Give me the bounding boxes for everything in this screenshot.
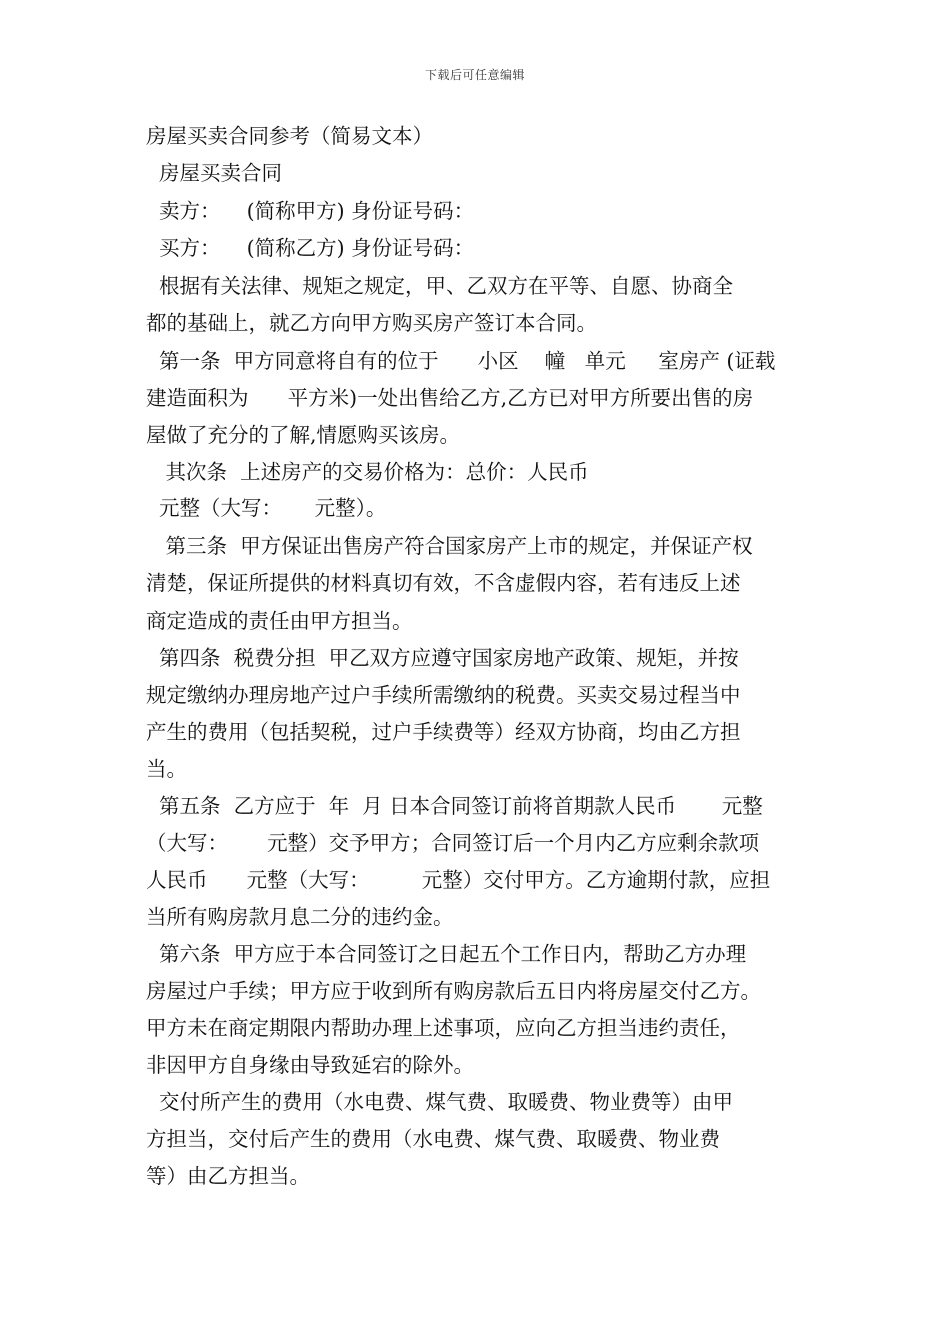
text-line: 元整（大写： 元整）。: [146, 496, 387, 520]
text-line: 建造面积为 平方米)一处出售给乙方,乙方已对甲方所要出售的房: [146, 386, 754, 410]
text-line: 方担当，交付后产生的费用（水电费、煤气费、取暖费、物业费: [146, 1127, 720, 1151]
text-line: 第六条 甲方应于本合同签订之日起五个工作日内，帮助乙方办理: [146, 942, 747, 966]
text-line: 清楚，保证所提供的材料真切有效，不含虚假内容，若有违反上述: [146, 571, 741, 595]
text-line: 交付所产生的费用（水电费、煤气费、取暖费、物业费等）由甲: [146, 1090, 734, 1114]
text-line: 第四条 税费分担 甲乙双方应遵守国家房地产政策、规矩，并按: [146, 646, 739, 670]
text-line: 商定造成的责任由甲方担当。: [146, 609, 413, 633]
text-line: 都的基础上，就乙方向甲方购买房产签订本合同。: [146, 311, 597, 335]
document-title: 房屋买卖合同参考（简易文本）: [146, 124, 433, 148]
text-line: （大写： 元整）交予甲方；合同签订后一个月内乙方应剩余款项: [146, 831, 760, 855]
text-line: 房屋过户手续；甲方应于收到所有购房款后五日内将房屋交付乙方。: [146, 979, 761, 1003]
text-line: 非因甲方自身缘由导致延宕的除外。: [146, 1053, 474, 1077]
text-line: 根据有关法律、规矩之规定，甲、乙双方在平等、自愿、协商全: [146, 274, 734, 298]
text-line: 当。: [146, 757, 187, 781]
contract-heading: 房屋买卖合同: [146, 161, 283, 185]
text-line: 等）由乙方担当。: [146, 1164, 310, 1188]
text-line: 当所有购房款月息二分的违约金。: [146, 905, 454, 929]
text-line: 产生的费用（包括契税，过户手续费等）经双方协商，均由乙方担: [146, 720, 741, 744]
text-line: 屋做了充分的了解,情愿购买该房。: [146, 423, 461, 447]
text-line: 规定缴纳办理房地产过户手续所需缴纳的税费。买卖交易过程当中: [146, 683, 741, 707]
text-line: 甲方未在商定期限内帮助办理上述事项，应向乙方担当违约责任，: [146, 1016, 741, 1040]
text-line: 人民币 元整（大写： 元整）交付甲方。乙方逾期付款，应担: [146, 868, 771, 892]
text-line: 第五条 乙方应于 年 月 日本合同签订前将首期款人民币 元整: [146, 794, 763, 818]
text-line: 第一条 甲方同意将自有的位于 小区 幢 单元 室房产 (证载: [146, 349, 776, 373]
buyer-line: 买方： (简称乙方) 身份证号码：: [146, 236, 475, 260]
text-line: 其次条 上述房产的交易价格为：总价：人民币: [146, 460, 589, 484]
text-line: 第三条 甲方保证出售房产符合国家房产上市的规定，并保证产权: [146, 534, 753, 558]
seller-line: 卖方： (简称甲方) 身份证号码：: [146, 199, 475, 223]
page-header-note: 下载后可任意编辑: [424, 68, 525, 82]
